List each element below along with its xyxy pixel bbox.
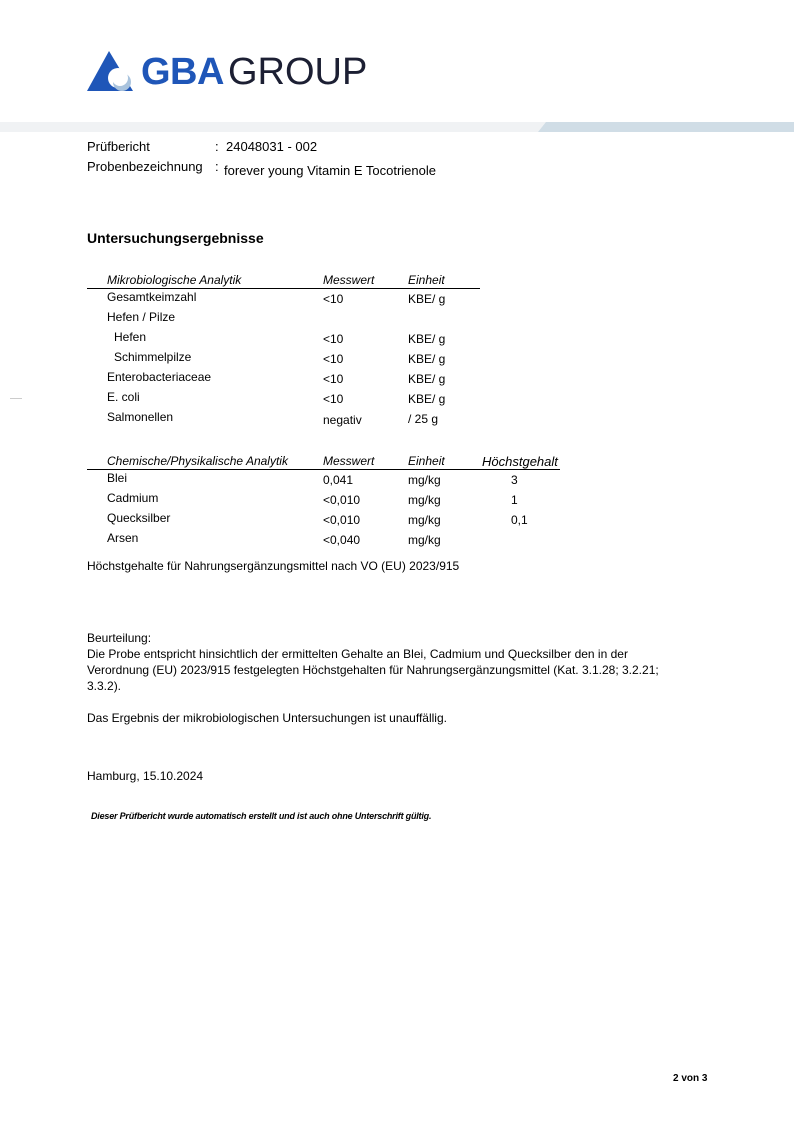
limits-note: Höchstgehalte für Nahrungsergänzungsmittel nach VO (EU) 2023/915: [87, 559, 460, 573]
page-number: 2 von 3: [673, 1073, 708, 1084]
micro-header-rule: [87, 288, 480, 289]
table-row-value: <10: [323, 372, 344, 386]
chem-header-max: Höchstgehalt: [482, 454, 558, 469]
table-row-name: E. coli: [107, 390, 140, 404]
table-row-name: Enterobacteriaceae: [107, 370, 212, 384]
assessment-line-2: Verordnung (EU) 2023/915 festgelegten Höchstgehalten für Nahrungsergänzungsmittel (Kat. 3.1.28; 3.2.21;: [87, 663, 659, 677]
table-row-value: <10: [323, 332, 344, 346]
table-row-name: Arsen: [107, 531, 139, 545]
table-row-name: Schimmelpilze: [114, 350, 192, 364]
sample-name: forever young Vitamin E Tocotrienole: [224, 163, 436, 178]
margin-mark: [10, 398, 22, 399]
table-row-value: <0,010: [323, 513, 361, 527]
table-row-name: Quecksilber: [107, 511, 171, 525]
table-row-name: Blei: [107, 471, 128, 485]
table-row-unit: KBE/ g: [408, 292, 446, 306]
table-row-value: negativ: [323, 413, 362, 427]
micro-header-unit: Einheit: [408, 273, 445, 287]
table-row-unit: KBE/ g: [408, 352, 446, 366]
chem-header-value: Messwert: [323, 454, 375, 468]
table-row-unit: mg/kg: [408, 473, 441, 487]
company-logo: [87, 50, 377, 94]
micro-header-analysis: Mikrobiologische Analytik: [107, 273, 242, 287]
table-row-name: Gesamtkeimzahl: [107, 290, 197, 304]
table-row-value: 0,041: [323, 473, 354, 487]
table-row-max: 0,1: [511, 513, 528, 527]
gba-logo-mark-icon: [87, 51, 135, 91]
logo-text-bold: GBA: [141, 51, 224, 93]
table-row-name: Cadmium: [107, 491, 159, 505]
chem-header-unit: Einheit: [408, 454, 445, 468]
table-row-name: Hefen: [114, 330, 147, 344]
header-band-accent: [538, 122, 794, 132]
table-row-unit: mg/kg: [408, 493, 441, 507]
report-label: Prüfbericht: [87, 139, 150, 154]
table-row-unit: KBE/ g: [408, 392, 446, 406]
table-row-unit: mg/kg: [408, 533, 441, 547]
table-row-max: 1: [511, 493, 518, 507]
table-row-unit: KBE/ g: [408, 372, 446, 386]
chem-header-analysis: Chemische/Physikalische Analytik: [107, 454, 288, 468]
table-row-unit: mg/kg: [408, 513, 441, 527]
section-title: Untersuchungsergebnisse: [87, 230, 264, 246]
table-row-value: <10: [323, 292, 344, 306]
assessment-line-3: 3.3.2).: [87, 679, 122, 693]
table-row-value: <0,040: [323, 533, 361, 547]
sample-label: Probenbezeichnung: [87, 159, 203, 174]
table-row-name: Hefen / Pilze: [107, 310, 176, 324]
table-row-name: Salmonellen: [107, 410, 174, 424]
assessment-line-1: Die Probe entspricht hinsichtlich der ermittelten Gehalte an Blei, Cadmium und Quecksilber den in der: [87, 647, 628, 661]
report-colon: :: [215, 139, 219, 154]
place-date: Hamburg, 15.10.2024: [87, 769, 204, 783]
table-row-value: <10: [323, 352, 344, 366]
chem-header-rule: [87, 469, 560, 470]
sample-colon: :: [215, 159, 219, 174]
table-row-unit: KBE/ g: [408, 332, 446, 346]
assessment-label: Beurteilung:: [87, 631, 152, 645]
table-row-max: 3: [511, 473, 518, 487]
logo-text-light: GROUP: [228, 51, 368, 93]
report-number: 24048031 - 002: [226, 139, 318, 154]
micro-header-value: Messwert: [323, 273, 375, 287]
disclaimer: Dieser Prüfbericht wurde automatisch erstellt und ist auch ohne Unterschrift gültig.: [91, 811, 432, 821]
table-row-value: <0,010: [323, 493, 361, 507]
table-row-unit: / 25 g: [408, 412, 439, 426]
micro-result: Das Ergebnis der mikrobiologischen Untersuchungen ist unauffällig.: [87, 711, 447, 725]
table-row-value: <10: [323, 392, 344, 406]
